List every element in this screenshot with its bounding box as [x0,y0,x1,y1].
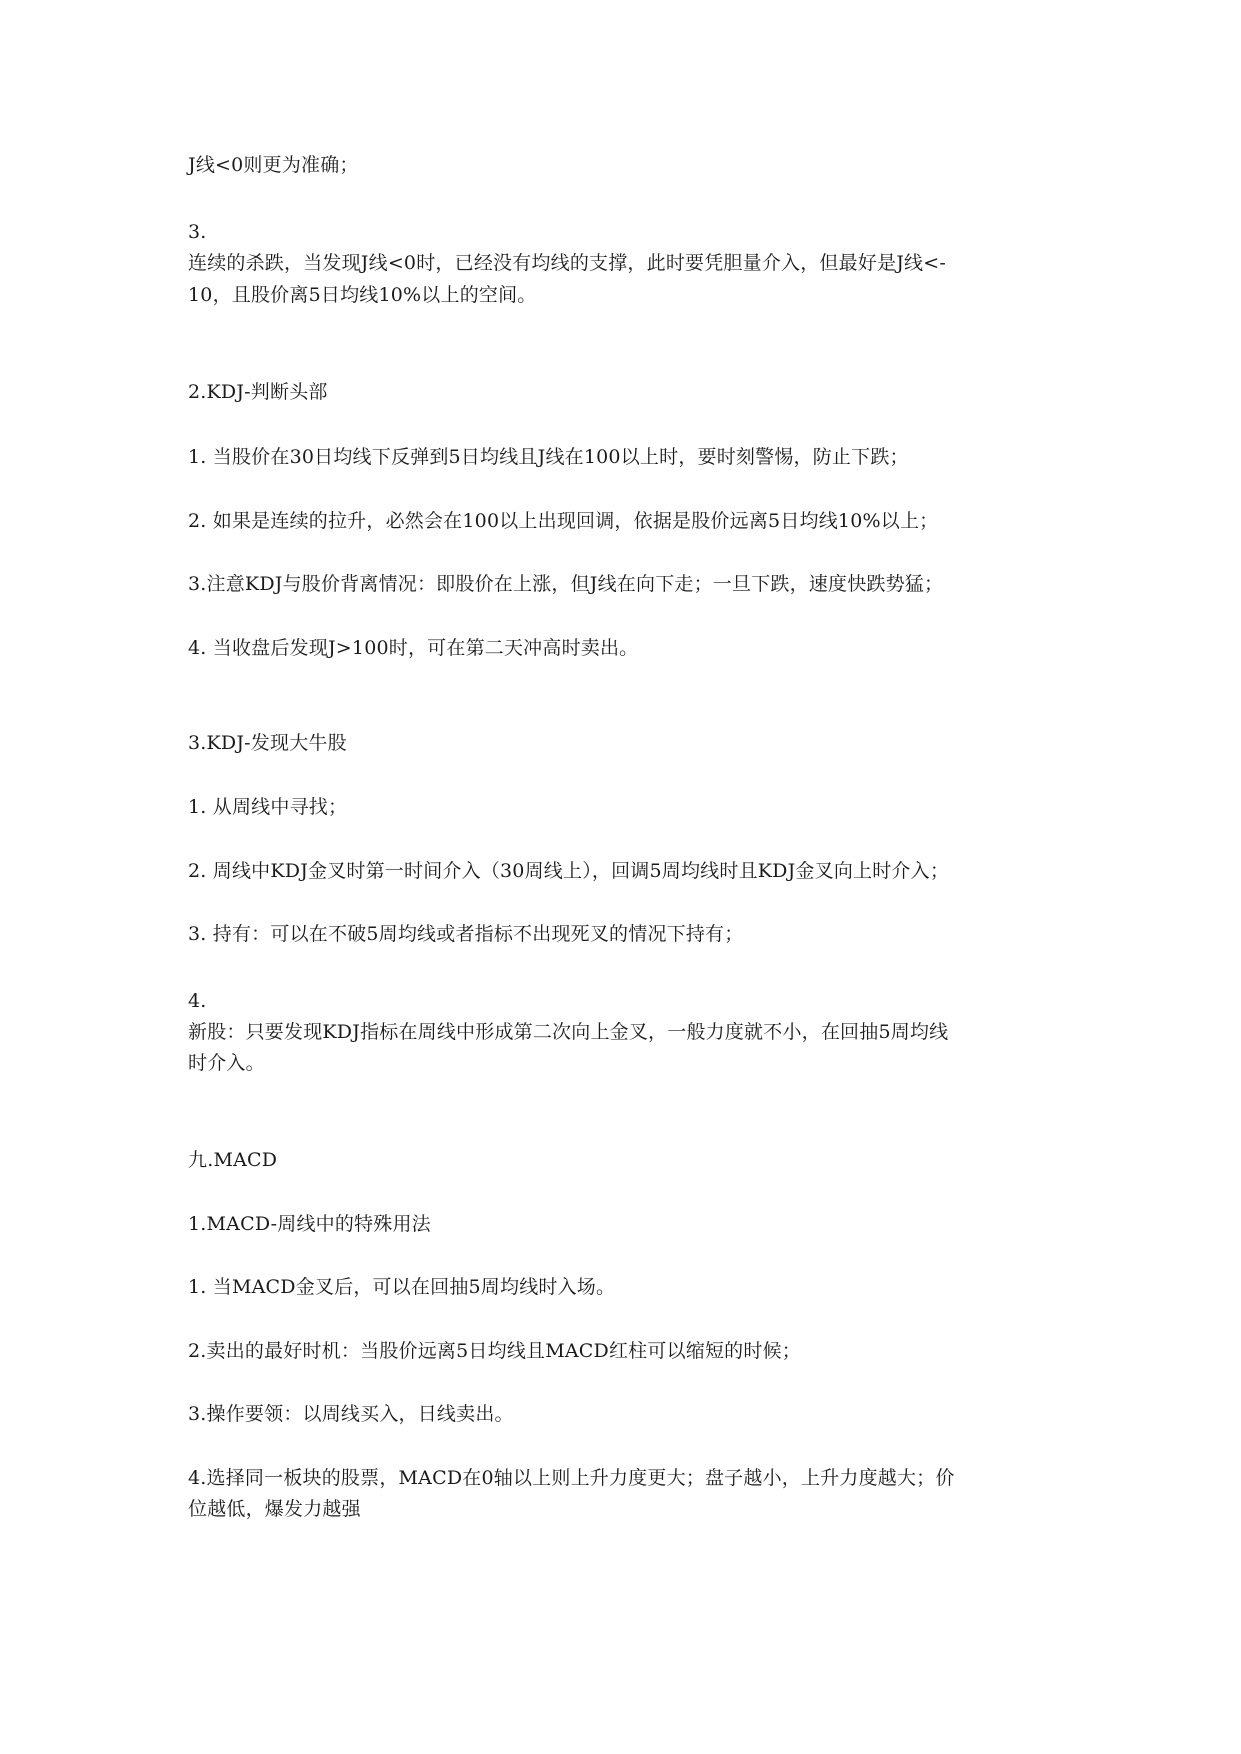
text-line: 1. 当MACD金叉后，可以在回抽5周均线时入场。 [188,1276,616,1298]
text-line: 2.卖出的最好时机：当股价远离5日均线且MACD红柱可以缩短的时候； [188,1340,801,1362]
text-line: 3. 持有：可以在不破5周均线或者指标不出现死叉的情况下持有； [188,923,744,945]
text-line: 2. 周线中KDJ金叉时第一时间介入（30周线上），回调5周均线时且KDJ金叉向上时介入； [188,860,950,882]
text-line: 位越低，爆发力越强 [188,1498,361,1520]
text-line: 3.操作要领：以周线买入，日线卖出。 [188,1403,514,1425]
text-line: 4. [188,990,207,1012]
text-line: 新股：只要发现KDJ指标在周线中形成第二次向上金叉，一般力度就不小，在回抽5周均线 [188,1021,949,1043]
text-line: 时介入。 [188,1052,265,1074]
section-heading: 九.MACD [188,1149,278,1171]
text-line: 10，且股价离5日均线10%以上的空间。 [188,284,537,306]
text-line: J线<0则更为准确； [188,154,359,176]
text-line: 连续的杀跌，当发现J线<0时，已经没有均线的支撑，此时要凭胆量介入，但最好是J线<- [188,252,946,274]
text-line: 1. 从周线中寻找； [188,796,348,818]
section-heading: 2.KDJ-判断头部 [188,381,328,403]
text-line: 3. [188,221,207,243]
text-line: 2. 如果是连续的拉升，必然会在100以上出现回调，依据是股价远离5日均线10%以上； [188,510,939,532]
text-line: 4.选择同一板块的股票，MACD在0轴以上则上升力度更大；盘子越小，上升力度越大；价 [188,1467,955,1489]
section-heading: 1.MACD-周线中的特殊用法 [188,1213,431,1235]
text-line: 4. 当收盘后发现J>100时，可在第二天冲高时卖出。 [188,637,639,659]
text-line: 1. 当股价在30日均线下反弹到5日均线且J线在100以上时，要时刻警惕，防止下跌； [188,446,909,468]
text-line: 3.注意KDJ与股价背离情况：即股价在上涨，但J线在向下走；一旦下跌，速度快跌势猛； [188,573,944,595]
section-heading: 3.KDJ-发现大牛股 [188,732,347,754]
